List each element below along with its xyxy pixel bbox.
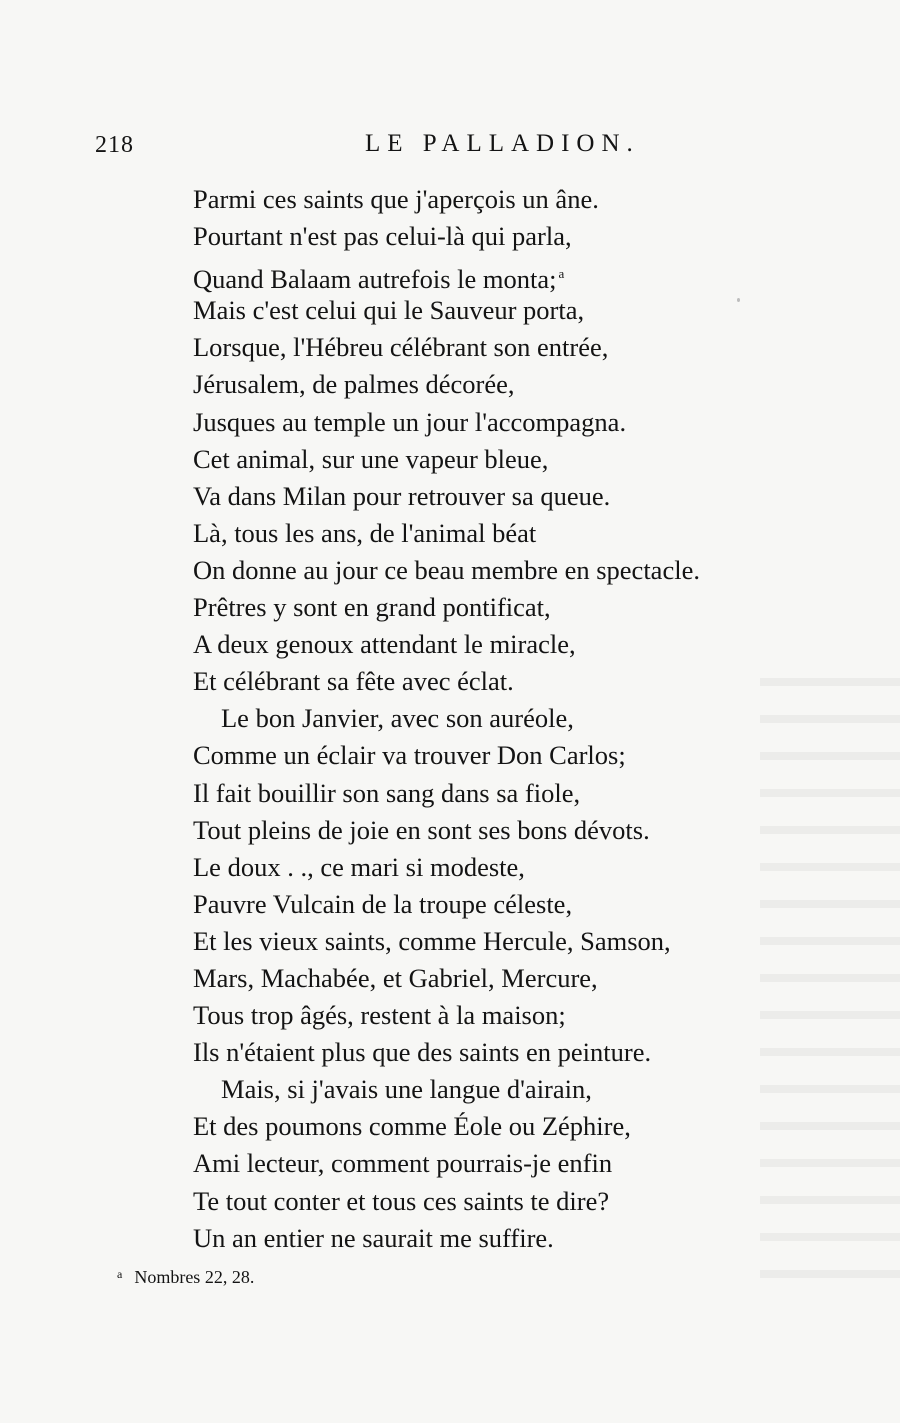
verse-line: Ami lecteur, comment pourrais-je enfin xyxy=(193,1148,613,1179)
footnote xyxy=(117,1267,254,1288)
verse-line: Va dans Milan pour retrouver sa queue. xyxy=(193,480,611,511)
verse-line: Jusques au temple un jour l'accompagna. xyxy=(193,406,627,437)
verse-line: A deux genoux attendant le miracle, xyxy=(193,629,576,660)
verse-line: Mars, Machabée, et Gabriel, Mercure, xyxy=(193,962,598,993)
verse-line: Et des poumons comme Éole ou Zéphire, xyxy=(193,1111,631,1142)
verse-line: On donne au jour ce beau membre en spectacle. xyxy=(193,554,700,585)
verse-line: Le doux . ., ce mari si modeste, xyxy=(193,851,525,882)
verse-text: Quand Balaam autrefois le monta; xyxy=(193,264,557,295)
verse-line: Comme un éclair va trouver Don Carlos; xyxy=(193,740,626,771)
poem-body xyxy=(193,181,833,1257)
verse-line: Parmi ces saints que j'aperçois un âne. xyxy=(193,184,599,214)
verse-line: Un an entier ne saurait me suffire. xyxy=(193,1222,554,1253)
footnote-reference[interactable]: a xyxy=(558,266,565,282)
verse-line: Lorsque, l'Hébreu célébrant son entrée, xyxy=(193,332,609,363)
page-number: 218 xyxy=(95,132,134,158)
page-header xyxy=(0,128,900,168)
verse-line: Jérusalem, de palmes décorée, xyxy=(193,369,515,400)
verse-line: Mais c'est celui qui le Sauveur porta, xyxy=(193,295,585,326)
footnote-text: Nombres 22, 28. xyxy=(134,1267,255,1287)
verse-line: Il fait bouillir son sang dans sa fiole, xyxy=(193,777,581,808)
verse-line: Là, tous les ans, de l'animal béat xyxy=(193,517,537,548)
verse-line: Tout pleins de joie en sont ses bons dévots. xyxy=(193,814,650,845)
verse-line: Ils n'étaient plus que des saints en peinture. xyxy=(193,1037,652,1068)
footnote-marker: a xyxy=(117,1267,123,1281)
verse-line: Pauvre Vulcain de la troupe céleste, xyxy=(193,888,573,919)
verse-line: Tous trop âgés, restent à la maison; xyxy=(193,1000,566,1031)
verse-line: Cet animal, sur une vapeur bleue, xyxy=(193,443,549,474)
verse-line-indented: Mais, si j'avais une langue d'airain, xyxy=(221,1074,592,1105)
verse-line-indented: Le bon Janvier, avec son auréole, xyxy=(221,703,574,734)
verse-line xyxy=(193,255,833,295)
verse-line: Pourtant n'est pas celui-là qui parla, xyxy=(193,221,572,252)
verse-line: Prêtres y sont en grand pontificat, xyxy=(193,592,551,623)
verse-line: Et célébrant sa fête avec éclat. xyxy=(193,666,514,697)
running-title: LE PALLADION. xyxy=(365,130,640,157)
verse-line: Et les vieux saints, comme Hercule, Samson, xyxy=(193,925,671,956)
verse-line: Te tout conter et tous ces saints te dire? xyxy=(193,1185,610,1216)
